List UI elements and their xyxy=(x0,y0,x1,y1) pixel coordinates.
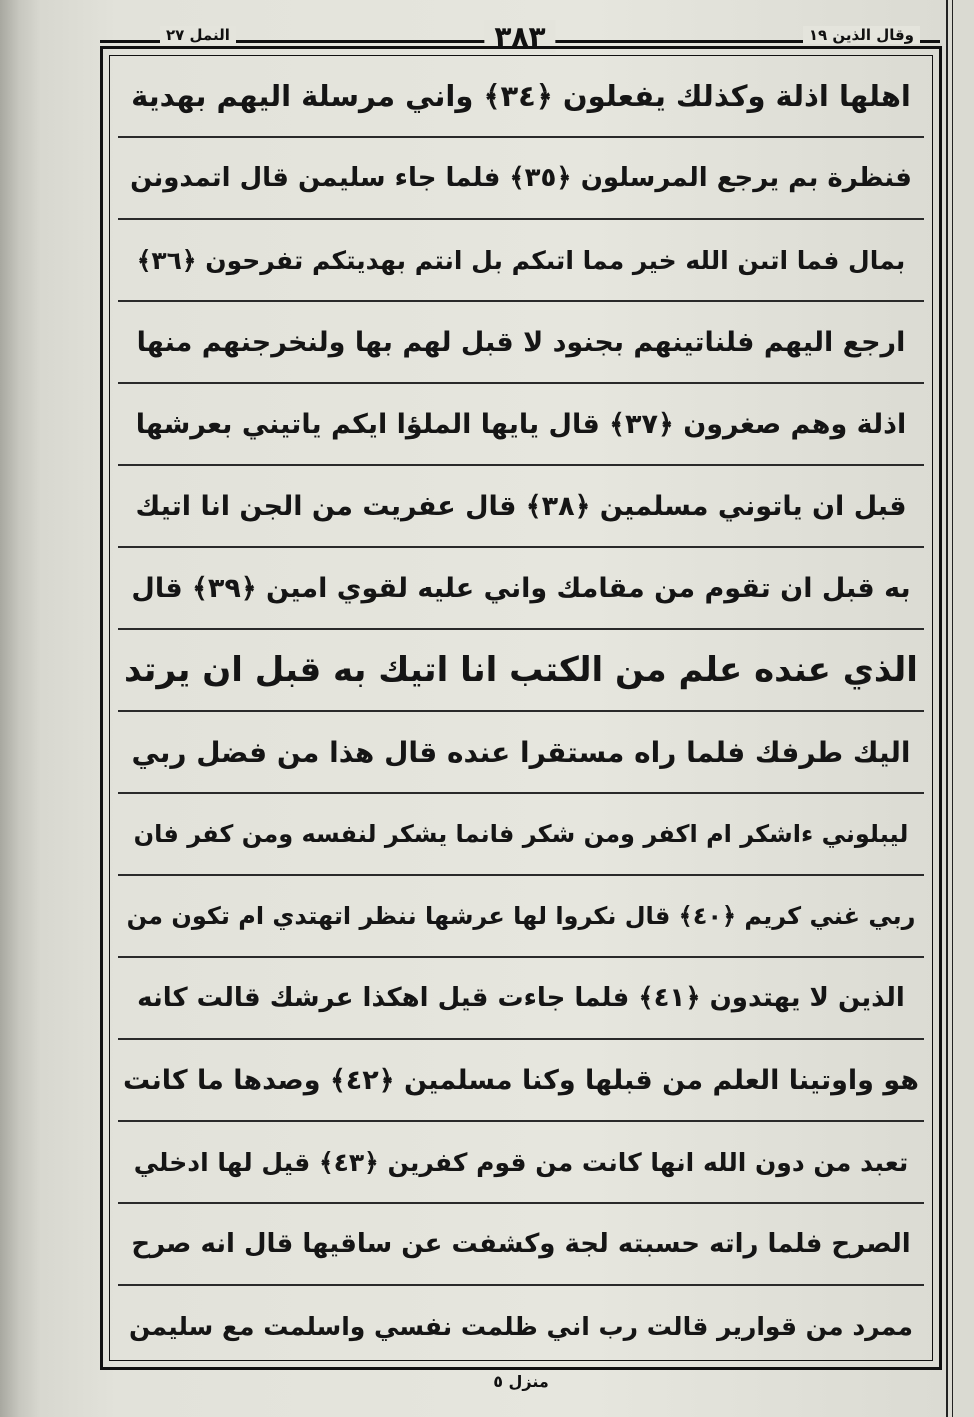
verse-line-text: ارجع اليهم فلناتينهم بجنود لا قبل لهم بها ولنخرجنهم منها xyxy=(136,326,906,358)
verse-line xyxy=(118,384,924,466)
verse-line xyxy=(118,630,924,712)
verse-line xyxy=(118,1040,924,1122)
verse-line xyxy=(118,466,924,548)
verse-line xyxy=(118,876,924,958)
verse-line xyxy=(118,958,924,1040)
surah-label: النمل ٢٧ xyxy=(160,26,236,44)
verse-line-text: هو واوتينا العلم من قبلها وكنا مسلمين ﴿٤٢﴾ وصدها ما كانت xyxy=(123,1064,919,1096)
right-edge-line-thin xyxy=(952,0,953,1417)
manzil-label: منزل ٥ xyxy=(493,1372,549,1391)
verse-line xyxy=(118,1122,924,1204)
verse-line xyxy=(118,794,924,876)
verse-line xyxy=(118,548,924,630)
binding-shadow xyxy=(0,0,40,1417)
text-lines xyxy=(109,55,933,1361)
verse-line xyxy=(118,302,924,384)
verse-line xyxy=(118,1286,924,1366)
verse-line-text: ممرد من قوارير قالت رب اني ظلمت نفسي واسلمت مع سليمن xyxy=(129,1311,913,1341)
verse-line-text: اليك طرفك فلما راه مستقرا عنده قال هذا من فضل ربي xyxy=(131,735,911,769)
juz-label: وقال الذين ١٩ xyxy=(803,26,920,44)
verse-line xyxy=(118,712,924,794)
verse-line-text: بمال فما اتىن الله خير مما اتىكم بل انتم بهديتكم تفرحون ﴿٣٦﴾ xyxy=(136,245,906,275)
verse-line-text: اهلها اذلة وكذلك يفعلون ﴿٣٤﴾ واني مرسلة اليهم بهدية xyxy=(131,79,911,113)
verse-line-text: اذلة وهم صغرون ﴿٣٧﴾ قال يايها الملؤا ايكم ياتيني بعرشها xyxy=(135,408,907,440)
verse-line xyxy=(118,138,924,220)
text-frame xyxy=(100,46,942,1370)
verse-line xyxy=(118,220,924,302)
verse-line-text: الذي عنده علم من الكتب انا اتيك به قبل ان يرتد xyxy=(124,650,918,690)
verse-line-text: ربي غني كريم ﴿٤٠﴾ قال نكروا لها عرشها ننظر اتهتدي ام تكون من xyxy=(126,902,916,930)
page-number: ٣٨٣ xyxy=(484,20,555,53)
verse-line-text: ليبلوني ءاشكر ام اكفر ومن شكر فانما يشكر لنفسه ومن كفر فان xyxy=(133,820,909,848)
verse-line-text: الصرح فلما راته حسبته لجة وكشفت عن ساقيها قال انه صرح xyxy=(131,1229,911,1259)
right-edge-line xyxy=(946,0,948,1417)
verse-line-text: به قبل ان تقوم من مقامك واني عليه لقوي امين ﴿٣٩﴾ قال xyxy=(131,572,911,604)
verse-line xyxy=(118,1204,924,1286)
verse-line-text: تعبد من دون الله انها كانت من قوم كفرين ﴿٤٣﴾ قيل لها ادخلي xyxy=(133,1147,909,1177)
verse-line-text: قبل ان ياتوني مسلمين ﴿٣٨﴾ قال عفريت من الجن انا اتيك xyxy=(135,490,907,522)
verse-line-text: الذين لا يهتدون ﴿٤١﴾ فلما جاءت قيل اهكذا عرشك قالت كانه xyxy=(137,983,905,1013)
verse-line xyxy=(118,56,924,138)
page-footer xyxy=(100,1372,942,1402)
verse-line-text: فنظرة بم يرجع المرسلون ﴿٣٥﴾ فلما جاء سليمن قال اتمدونن xyxy=(130,163,912,193)
